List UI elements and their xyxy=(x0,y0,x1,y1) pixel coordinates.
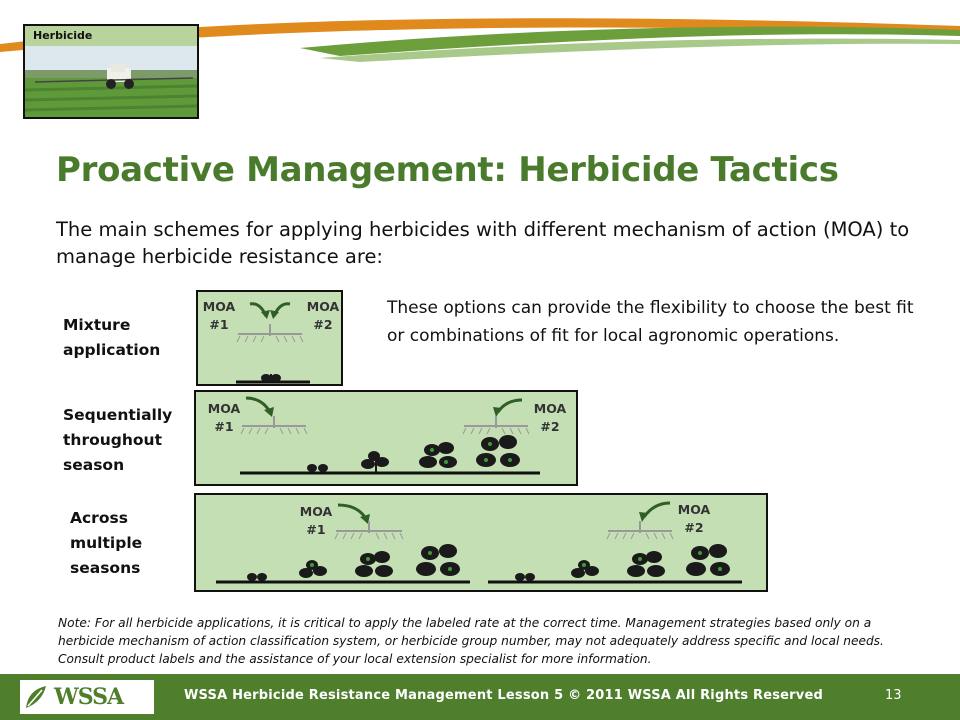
row-label-sequential: Sequentially throughout season xyxy=(63,406,173,474)
page-number: 13 xyxy=(885,688,902,703)
page-title: Proactive Management: Herbicide Tactics xyxy=(56,150,839,190)
moa-1-label: MOA #1 xyxy=(202,299,236,332)
moa-2-label: MOA #2 xyxy=(533,401,567,434)
sequential-panel xyxy=(194,390,578,486)
medium-plant-icon xyxy=(627,551,665,577)
row-label-multiple-seasons: Across multiple seasons xyxy=(70,509,143,577)
moa-1-label: MOA #1 xyxy=(207,401,241,434)
seedling-icon xyxy=(307,464,328,472)
footer-copyright: WSSA Herbicide Resistance Management Lesson 5 © 2011 WSSA All Rights Reserved xyxy=(184,688,823,703)
logo-text: WSSA xyxy=(54,684,124,710)
seedling-icon xyxy=(247,573,267,581)
thumbnail-label: Herbicide xyxy=(25,26,197,46)
large-plant-icon xyxy=(686,544,730,576)
moa-2-label: MOA #2 xyxy=(677,502,711,535)
moa-1-label: MOA #1 xyxy=(299,504,333,537)
sprayer-field-image xyxy=(25,46,197,119)
large-plant-icon xyxy=(476,435,520,467)
medium-plant-icon xyxy=(355,551,393,577)
herbicide-thumbnail xyxy=(23,24,199,119)
young-plant-icon xyxy=(299,560,327,578)
wssa-logo xyxy=(20,680,154,714)
seedling-icon xyxy=(261,374,281,382)
medium-plant-icon xyxy=(419,442,457,468)
sequential-diagram xyxy=(196,392,576,484)
disclaimer-note: Note: For all herbicide applications, it is critical to apply the labeled rate at the correct time. Management strategies based only on a herbicide mechanism of action classification system, or herbicide group number, may not adequately address specific and local needs. Consult product labels and the assistance of your local extension specialist for more information. xyxy=(58,616,884,666)
moa-2-label: MOA #2 xyxy=(306,299,340,332)
intro-text: The main schemes for applying herbicides with different mechanism of action (MOA) to manage herbicide resistance are: xyxy=(56,218,910,268)
mixture-panel xyxy=(196,290,343,386)
leaf-logo-icon xyxy=(24,684,48,710)
large-plant-icon xyxy=(416,544,460,576)
row-label-mixture: Mixture application xyxy=(63,316,161,359)
footer-bar xyxy=(0,674,960,720)
young-plant-icon xyxy=(361,451,389,472)
seedling-icon xyxy=(515,573,535,581)
flexibility-note: These options can provide the flexibility to choose the best fit or combinations of fit for local agronomic operations. xyxy=(387,298,914,346)
multiple-seasons-panel xyxy=(194,493,768,592)
young-plant-icon xyxy=(571,560,599,578)
